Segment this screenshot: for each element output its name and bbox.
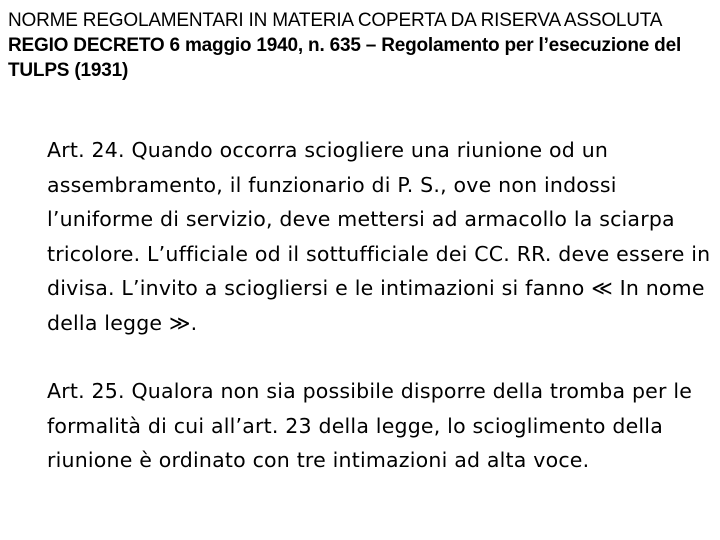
header-title: NORME REGOLAMENTARI IN MATERIA COPERTA DA RISERVA ASSOLUTA (8, 10, 663, 31)
article-25: Art. 25. Qualora non sia possibile disporre della tromba per le formalità di cui all’art. 23 della legge, lo scioglimento della riunione è ordinato con tre intimazioni ad alta voce. (47, 379, 693, 472)
header-subtitle: REGIO DECRETO 6 maggio 1940, n. 635 – Regolamento per l’esecuzione del TULPS (1931) (8, 35, 682, 81)
article-24: Art. 24. Quando occorra sciogliere una riunione od un assembramento, il funzionario di P. S., ove non indossi l’uniforme di servizio, deve mettersi ad armacollo la sciarpa tricolore. L’ufficiale od il sottufficiale dei CC. RR. deve essere in divisa. L’invito a sciogliersi e le intimazioni si fanno ≪ In nome della legge ≫. (47, 138, 711, 335)
document-header (8, 8, 716, 83)
document-body (47, 133, 713, 478)
